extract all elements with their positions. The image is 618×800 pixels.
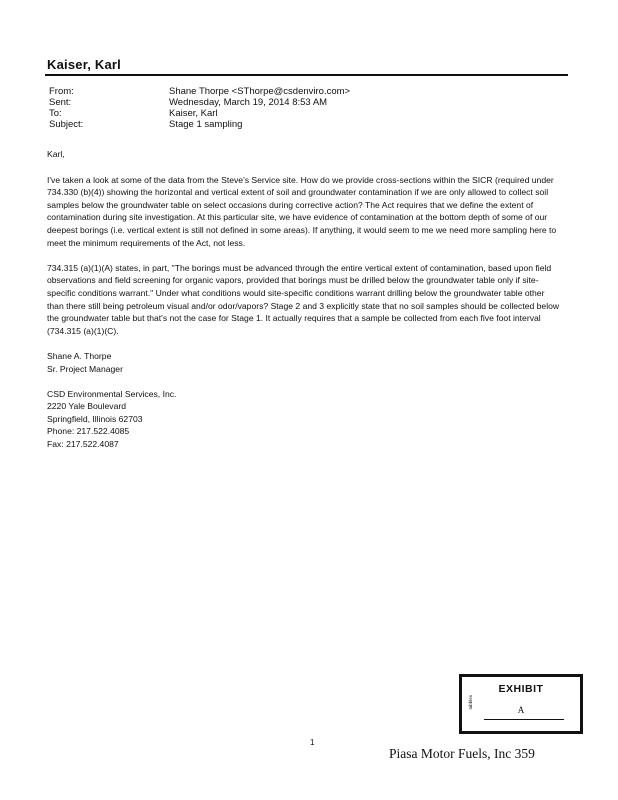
body-paragraph-1: I've taken a look at some of the data from the Steve's Service site. How do we provide cross-sections within the SICR (required under 734.330 (b)(4)) showing the horizontal and vertical extent of soil and groundwater contamination if we are only allowed to collect soil samples below the groundwater table on select occasions during corrective action? The Act requires that we define the extent of contamination during site investigation. At this particular site, we have evidence of contamination at the bottom depth of some of our deepest borings (i.e. vertical extent is still not defined in some areas). If anything, it would seem to me we need more sampling here to meet the minimum requirements of the Act, not less. xyxy=(47,174,557,248)
signature-phone: Phone: 217.522.4085 xyxy=(47,426,130,437)
email-body xyxy=(47,148,562,451)
header-value: Shane Thorpe <SThorpe@csdenviro.com> xyxy=(169,86,351,97)
mailbox-owner: Kaiser, Karl xyxy=(47,57,121,72)
signature-name: Shane A. Thorpe xyxy=(47,350,112,361)
signature-fax: Fax: 217.522.4087 xyxy=(47,439,119,450)
greeting: Karl, xyxy=(47,149,65,159)
signature-title: Sr. Project Manager xyxy=(47,363,123,374)
body-paragraph-2: 734.315 (a)(1)(A) states, in part, "The borings must be advanced through the entire vertical extent of contamination, based upon field observations and field screening for organic vapors, provided that borings must be drilled below the groundwater table only if site-specific conditions warrant." Under what conditions would site-specific conditions warrant drilling below the groundwater table other than there still being petroleum visual and/or odor/vapors? Stage 2 and 3 explicitly state that no soil samples should be collected below the groundwater table but that's not the case for Stage 1. It actually requires that a sample be collected from each five foot interval (734.315 (a)(1)(C). xyxy=(47,262,560,336)
header-label: Sent: xyxy=(49,97,72,108)
header-value: Stage 1 sampling xyxy=(169,119,243,130)
header-value: Wednesday, March 19, 2014 8:53 AM xyxy=(169,97,328,108)
exhibit-sticker xyxy=(459,674,583,734)
header-label: From: xyxy=(49,86,74,97)
header-label: To: xyxy=(49,108,62,119)
page-number: 1 xyxy=(310,738,315,747)
bates-stamp: Piasa Motor Fuels, Inc 359 xyxy=(389,746,535,761)
exhibit-value: A xyxy=(517,705,525,715)
exhibit-title: EXHIBIT xyxy=(498,683,544,695)
signature-company: CSD Environmental Services, Inc. xyxy=(47,388,177,399)
header-value: Kaiser, Karl xyxy=(169,108,218,119)
exhibit-tab-logo: tabbles xyxy=(468,695,473,710)
signature-address-line-2: Springfield, Illinois 62703 xyxy=(47,413,143,424)
signature-address-line-1: 2220 Yale Boulevard xyxy=(47,401,126,412)
exhibit-underline xyxy=(484,719,564,720)
header-divider xyxy=(45,74,568,76)
header-label: Subject: xyxy=(49,119,84,130)
